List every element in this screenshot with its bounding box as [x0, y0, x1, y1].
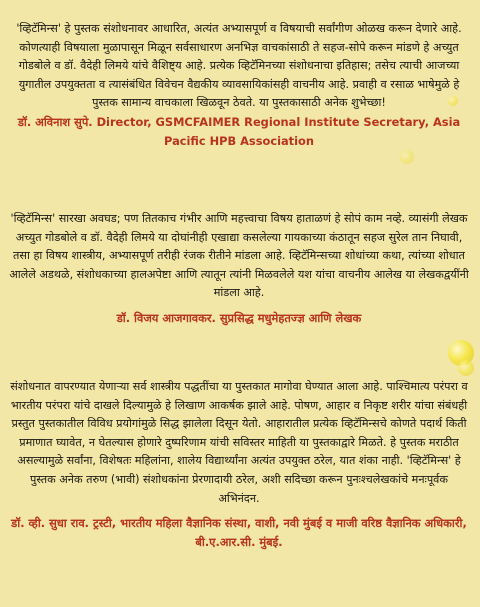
vitamin-bubble-decoration: [400, 150, 414, 164]
review-3: [8, 378, 470, 552]
review-2-signature: डॉ. विजय आजगावकर. सुप्रसिद्ध मधुमेहतज्ज्ञ आणि लेखक: [116, 310, 362, 325]
review-1-text: 'व्हिटॅमिन्स' हे पुस्तक संशोधनावर आधारित, अत्यंत अभ्यासपूर्ण व विषयाची सर्वांगीण ओळख करून देणारे आहे. कोणत्याही विषयाला मुळापासून मिळून सर्वसाधारण अनभिज्ञ वाचकांसाठी ते सहज-सोपे करून मांडणे हे अच्युत गोडबोले व डॉ. वैदेही लिमये यांचे वैशिष्ट्य आहे. प्रत्येक व्हिटॅमिनच्या संशोधनाचा इतिहास; तसेच त्याची आजच्या युगातील उपयुक्तता व त्यासंबंधित विवेचन वैद्यकीय व्यावसायिकांसही वाचनीय आहे. प्रवाही व रसाळ भाषेमुळे हे पुस्तक सामान्य वाचकाला खिळवून ठेवते. या पुस्तकासाठी अनेक शुभेच्छा!: [16, 22, 462, 110]
review-2: [8, 210, 470, 328]
review-2-text: 'व्हिटॅमिन्स' सारखा अवघड; पण तितकाच गंभीर आणि महत्त्वाचा विषय हाताळणं हे सोपं काम नव्हे. व्यासंगी लेखक अच्युत गोडबोले व डॉ. वैदेही लिमये या दोघांनीही एखाद्या कसलेल्या गायकाच्या कंठातून सहज सुरेल तान निघावी, तसा हा विषय शास्त्रीय, अभ्यासपूर्ण तरीही रंजक रीतीने मांडला आहे. व्हिटॅमिन्सच्या शोधांच्या कथा, त्यांच्या शोधात आलेले अडथळे, संशोधकाच्या हालअपेष्टा आणि त्यातून त्यांनी मिळवलेले यश यांचा वाचनीय आलेख या लेखकद्वयींनी मांडला आहे.: [9, 212, 469, 300]
vitamin-bubble-decoration: [458, 360, 474, 376]
review-3-signature: डॉ. व्ही. सुधा राव. ट्रस्टी, भारतीय महिला वैज्ञानिक संस्था, वाशी, नवी मुंबई व माजी वरिष्ठ वैज्ञानिक अधिकारी, बी.ए.आर.सी. मुंबई.: [11, 516, 467, 550]
review-1-signature: डॉ. अविनाश सुपे. Director, GSMCFAIMER Regional Institute Secretary, Asia Pacific HPB Association: [17, 114, 461, 148]
review-1: [8, 20, 470, 151]
review-3-text: संशोधनात वापरण्यात येणाऱ्या सर्व शास्त्रीय पद्धतींचा या पुस्तकात मागोवा घेण्यात आला आहे. पाश्चिमात्य परंपरा व भारतीय परंपरा यांचे दाखले दिल्यामुळे हे लिखाण आकर्षक झाले आहे. पोषण, आहार व निकृष्ट शरीर यांचा संबंधही प्रस्तुत पुस्तकातील विविध प्रयोगांमुळे सिद्ध झालेला दिसून येतो. आहारातील प्रत्येक व्हिटॅमिन्सचे कोणते पदार्थ किती प्रमाणात घ्यावेत, न घेतल्यास होणारे दुष्परिणाम यांची सविस्तर माहिती या पुस्तकाद्वारे मिळते. हे पुस्तक मराठीत असल्यामुळे सर्वांना, विशेषतः महिलांना, शालेय विद्यार्थ्यांना अत्यंत उपयुक्त ठरेल, यात शंका नाही. 'व्हिटॅमिन्स' हे पुस्तक अनेक तरुण (भावी) संशोधकांना प्रेरणादायी ठरेल, अशी सदिच्छा करून पुनःश्चलेखकांचे मनःपूर्वक अभिनंदन.: [10, 380, 468, 505]
